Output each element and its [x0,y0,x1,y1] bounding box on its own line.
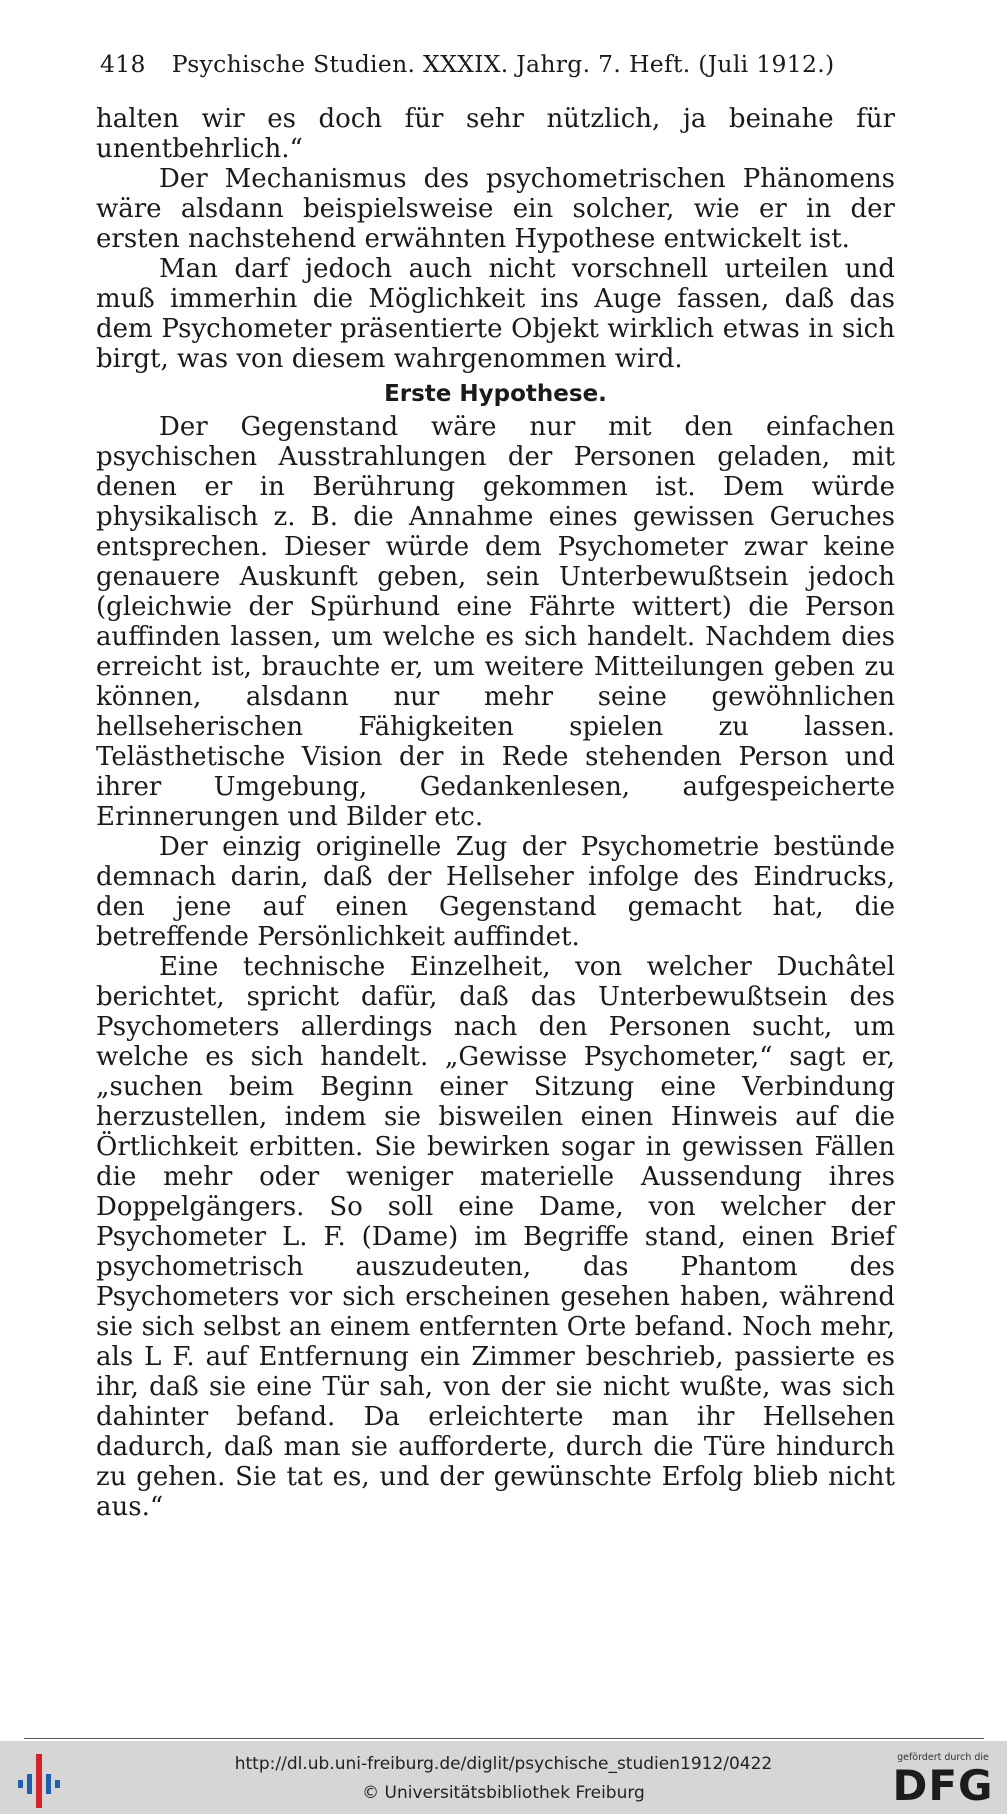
paragraph-4: Der Gegenstand wäre nur mit den einfachen psychischen Ausstrahlungen der Personen geladen, mit denen er in Berührung gekommen ist. Dem würde physikalisch z. B. die Annahme eines gewissen Geruches entsprechen. Dieser würde dem Psychometer zwar keine genauere Auskunft geben, sein Unterbewußtsein jedoch (gleichwie der Spürhund eine Fährte wittert) die Person auffinden lassen, um welche es sich handelt. Nachdem dies erreicht ist, brauchte er, um weitere Mitteilungen geben zu können, alsdann nur mehr seine gewöhnlichen hellseherischen Fähigkeiten spielen zu lassen. Telästhetische Vision der in Rede stehenden Person und ihrer Umgebung, Gedankenlesen, aufgespeicherte Erinnerungen und Bilder etc. [96,412,895,832]
running-title: Psychische Studien. XXXIX. Jahrg. 7. Heft. (Juli 1912.) [171,50,835,78]
paragraph-3: Man darf jedoch auch nicht vorschnell urteilen und muß immerhin die Möglichkeit ins Auge fassen, daß das dem Psychometer präsentierte Objekt wirklich etwas in sich birgt, was von diesem wahrgenommen wird. [96,254,895,374]
paragraph-1: halten wir es doch für sehr nützlich, ja beinahe für unentbehrlich.“ [96,104,895,164]
footer-copyright: © Universitätsbibliothek Freiburg [362,1783,645,1803]
scan-edge-rule [24,1738,984,1739]
footer-band [0,1741,1007,1814]
page-header [100,50,905,78]
section-heading: Erste Hypothese. [384,381,607,407]
footer-url-link[interactable]: http://dl.ub.uni-freiburg.de/diglit/psychische_studien1912/0422 [234,1754,773,1774]
funding-note: gefördert durch die [897,1752,989,1763]
paragraph-2: Der Mechanismus des psychometrischen Phänomens wäre alsdann beispielsweise ein solcher, wie er in der ersten nachstehend erwähnten Hypothese entwickelt ist. [96,164,895,254]
paragraph-5: Der einzig originelle Zug der Psychometrie bestünde demnach darin, daß der Hellseher infolge des Eindrucks, den jene auf einen Gegenstand gemacht hat, die betreffende Persönlichkeit auffindet. [96,832,895,952]
page-text [96,104,895,1522]
page-number: 418 [100,50,146,78]
paragraph-6: Eine technische Einzelheit, von welcher Duchâtel berichtet, spricht dafür, daß das Unterbewußtsein des Psychometers allerdings nach den Personen sucht, um welche es sich handelt. „Gewisse Psychometer,“ sagt er, „suchen beim Beginn einer Sitzung eine Verbindung herzustellen, indem sie bisweilen einen Hinweis auf die Örtlichkeit erbitten. Sie bewirken sogar in gewissen Fällen die mehr oder weniger materielle Aussendung ihres Doppelgängers. So soll eine Dame, von welcher der Psychometer L. F. (Dame) im Begriffe stand, einen Brief psychometrisch auszudeuten, das Phantom des Psychometers vor sich erscheinen gesehen haben, während sie sich selbst an einem entfernten Orte befand. Noch mehr, als L F. auf Entfernung ein Zimmer beschrieb, passierte es ihr, daß sie eine Tür sah, von der sie nicht wußte, was sich dahinter befand. Da erleichterte man ihr Hellsehen dadurch, daß man sie aufforderte, durch die Türe hindurch zu gehen. Sie tat es, und der gewünschte Erfolg blieb nicht aus.“ [96,952,895,1522]
dfg-logo: DFG [892,1761,994,1810]
